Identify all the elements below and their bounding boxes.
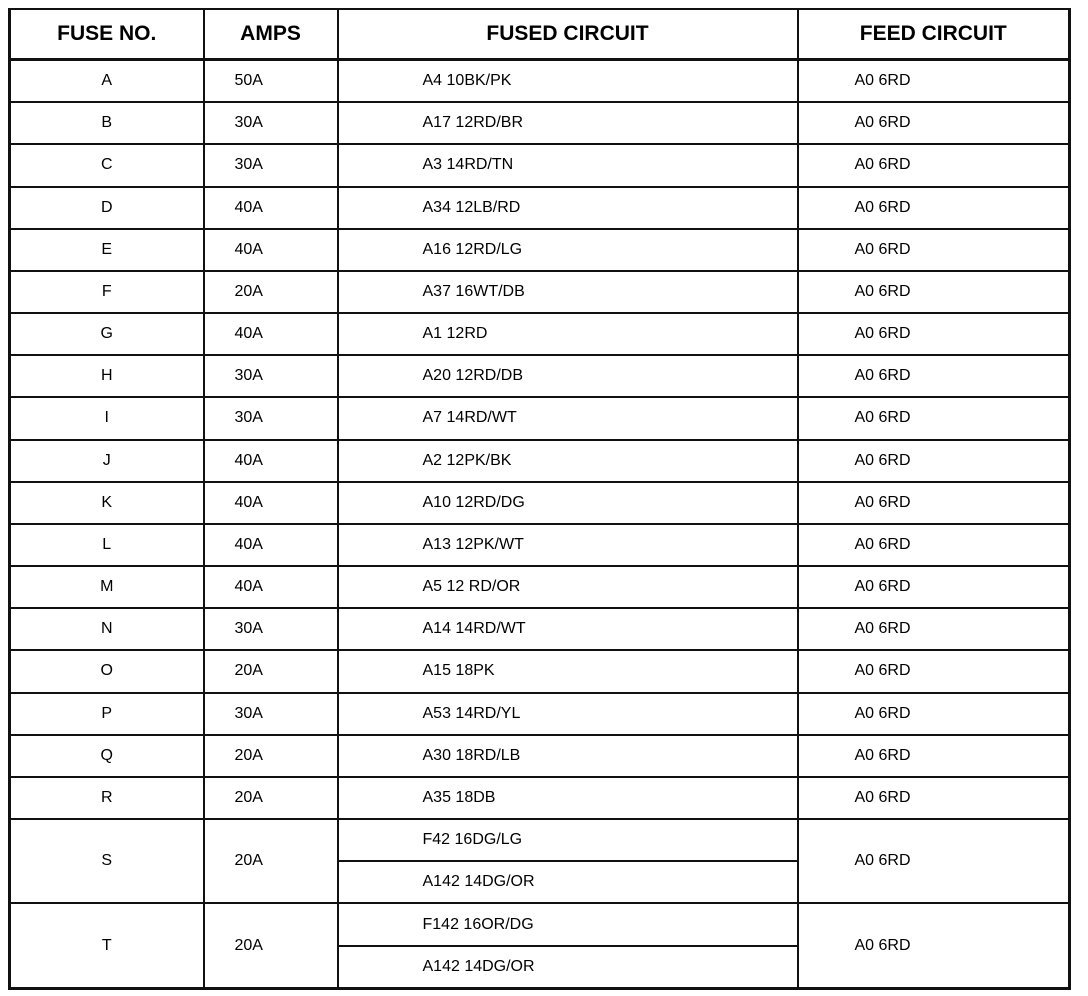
amps-cell: 30A <box>204 693 338 735</box>
feed-circuit-cell: A0 6RD <box>798 229 1070 271</box>
feed-circuit-cell: A0 6RD <box>798 144 1070 186</box>
amps-cell: 20A <box>204 271 338 313</box>
table-row <box>10 819 1070 861</box>
amps-cell: 50A <box>204 60 338 103</box>
amps-cell: 30A <box>204 397 338 439</box>
fuse-no-cell: C <box>10 144 204 186</box>
feed-circuit-cell: A0 6RD <box>798 60 1070 103</box>
amps-cell: 30A <box>204 608 338 650</box>
table-row <box>10 650 1070 692</box>
fuse-no-cell: K <box>10 482 204 524</box>
feed-circuit-cell: A0 6RD <box>798 397 1070 439</box>
feed-circuit-cell: A0 6RD <box>798 313 1070 355</box>
table-row <box>10 440 1070 482</box>
feed-circuit-cell: A0 6RD <box>798 566 1070 608</box>
amps-cell: 40A <box>204 524 338 566</box>
table-row <box>10 187 1070 229</box>
fused-circuit-cell: F42 16DG/LG <box>338 819 798 861</box>
feed-circuit-cell: A0 6RD <box>798 735 1070 777</box>
amps-cell: 20A <box>204 903 338 988</box>
fuse-no-cell: L <box>10 524 204 566</box>
fused-circuit-cell: A142 14DG/OR <box>338 861 798 903</box>
fused-circuit-cell: F142 16OR/DG <box>338 903 798 945</box>
table-row <box>10 397 1070 439</box>
feed-circuit-cell: A0 6RD <box>798 903 1070 988</box>
amps-cell: 30A <box>204 355 338 397</box>
amps-cell: 20A <box>204 819 338 903</box>
fused-circuit-cell: A10 12RD/DG <box>338 482 798 524</box>
header-feed-circuit: FEED CIRCUIT <box>798 9 1070 60</box>
feed-circuit-cell: A0 6RD <box>798 693 1070 735</box>
fuse-no-cell: B <box>10 102 204 144</box>
fused-circuit-cell: A20 12RD/DB <box>338 355 798 397</box>
table-row <box>10 903 1070 945</box>
fused-circuit-cell: A37 16WT/DB <box>338 271 798 313</box>
fuse-no-cell: E <box>10 229 204 271</box>
amps-cell: 40A <box>204 187 338 229</box>
fuse-no-cell: J <box>10 440 204 482</box>
amps-cell: 40A <box>204 482 338 524</box>
table-row <box>10 229 1070 271</box>
fuse-no-cell: F <box>10 271 204 313</box>
fused-circuit-cell: A1 12RD <box>338 313 798 355</box>
fuse-no-cell: O <box>10 650 204 692</box>
table-row <box>10 566 1070 608</box>
table-row <box>10 60 1070 103</box>
amps-cell: 20A <box>204 735 338 777</box>
table-row <box>10 271 1070 313</box>
header-fuse-no: FUSE NO. <box>10 9 204 60</box>
table-row <box>10 524 1070 566</box>
feed-circuit-cell: A0 6RD <box>798 777 1070 819</box>
feed-circuit-cell: A0 6RD <box>798 102 1070 144</box>
table-row <box>10 355 1070 397</box>
fuse-no-cell: M <box>10 566 204 608</box>
fused-circuit-cell: A14 14RD/WT <box>338 608 798 650</box>
table-row <box>10 735 1070 777</box>
fuse-table <box>8 8 1071 990</box>
fuse-no-cell: N <box>10 608 204 650</box>
feed-circuit-cell: A0 6RD <box>798 608 1070 650</box>
fuse-no-cell: Q <box>10 735 204 777</box>
amps-cell: 20A <box>204 777 338 819</box>
feed-circuit-cell: A0 6RD <box>798 819 1070 903</box>
fused-circuit-cell: A142 14DG/OR <box>338 946 798 989</box>
table-row <box>10 608 1070 650</box>
fuse-no-cell: A <box>10 60 204 103</box>
fuse-no-cell: T <box>10 903 204 988</box>
fused-circuit-cell: A4 10BK/PK <box>338 60 798 103</box>
amps-cell: 40A <box>204 440 338 482</box>
header-amps: AMPS <box>204 9 338 60</box>
fuse-no-cell: R <box>10 777 204 819</box>
feed-circuit-cell: A0 6RD <box>798 524 1070 566</box>
fused-circuit-cell: A34 12LB/RD <box>338 187 798 229</box>
feed-circuit-cell: A0 6RD <box>798 355 1070 397</box>
amps-cell: 40A <box>204 313 338 355</box>
fused-circuit-cell: A7 14RD/WT <box>338 397 798 439</box>
fused-circuit-cell: A16 12RD/LG <box>338 229 798 271</box>
fused-circuit-cell: A30 18RD/LB <box>338 735 798 777</box>
fuse-no-cell: I <box>10 397 204 439</box>
fuse-no-cell: S <box>10 819 204 903</box>
fuse-no-cell: H <box>10 355 204 397</box>
feed-circuit-cell: A0 6RD <box>798 187 1070 229</box>
amps-cell: 40A <box>204 566 338 608</box>
feed-circuit-cell: A0 6RD <box>798 482 1070 524</box>
fused-circuit-cell: A53 14RD/YL <box>338 693 798 735</box>
table-row <box>10 313 1070 355</box>
fused-circuit-cell: A2 12PK/BK <box>338 440 798 482</box>
fused-circuit-cell: A15 18PK <box>338 650 798 692</box>
fused-circuit-cell: A5 12 RD/OR <box>338 566 798 608</box>
feed-circuit-cell: A0 6RD <box>798 440 1070 482</box>
fused-circuit-cell: A17 12RD/BR <box>338 102 798 144</box>
amps-cell: 20A <box>204 650 338 692</box>
amps-cell: 30A <box>204 144 338 186</box>
amps-cell: 40A <box>204 229 338 271</box>
table-row <box>10 102 1070 144</box>
table-row <box>10 144 1070 186</box>
fuse-no-cell: G <box>10 313 204 355</box>
table-row <box>10 777 1070 819</box>
table-row <box>10 693 1070 735</box>
fused-circuit-cell: A3 14RD/TN <box>338 144 798 186</box>
fuse-no-cell: P <box>10 693 204 735</box>
fuse-no-cell: D <box>10 187 204 229</box>
table-row <box>10 482 1070 524</box>
fused-circuit-cell: A13 12PK/WT <box>338 524 798 566</box>
feed-circuit-cell: A0 6RD <box>798 650 1070 692</box>
header-fused-circuit: FUSED CIRCUIT <box>338 9 798 60</box>
amps-cell: 30A <box>204 102 338 144</box>
feed-circuit-cell: A0 6RD <box>798 271 1070 313</box>
fused-circuit-cell: A35 18DB <box>338 777 798 819</box>
header-row <box>10 9 1070 60</box>
